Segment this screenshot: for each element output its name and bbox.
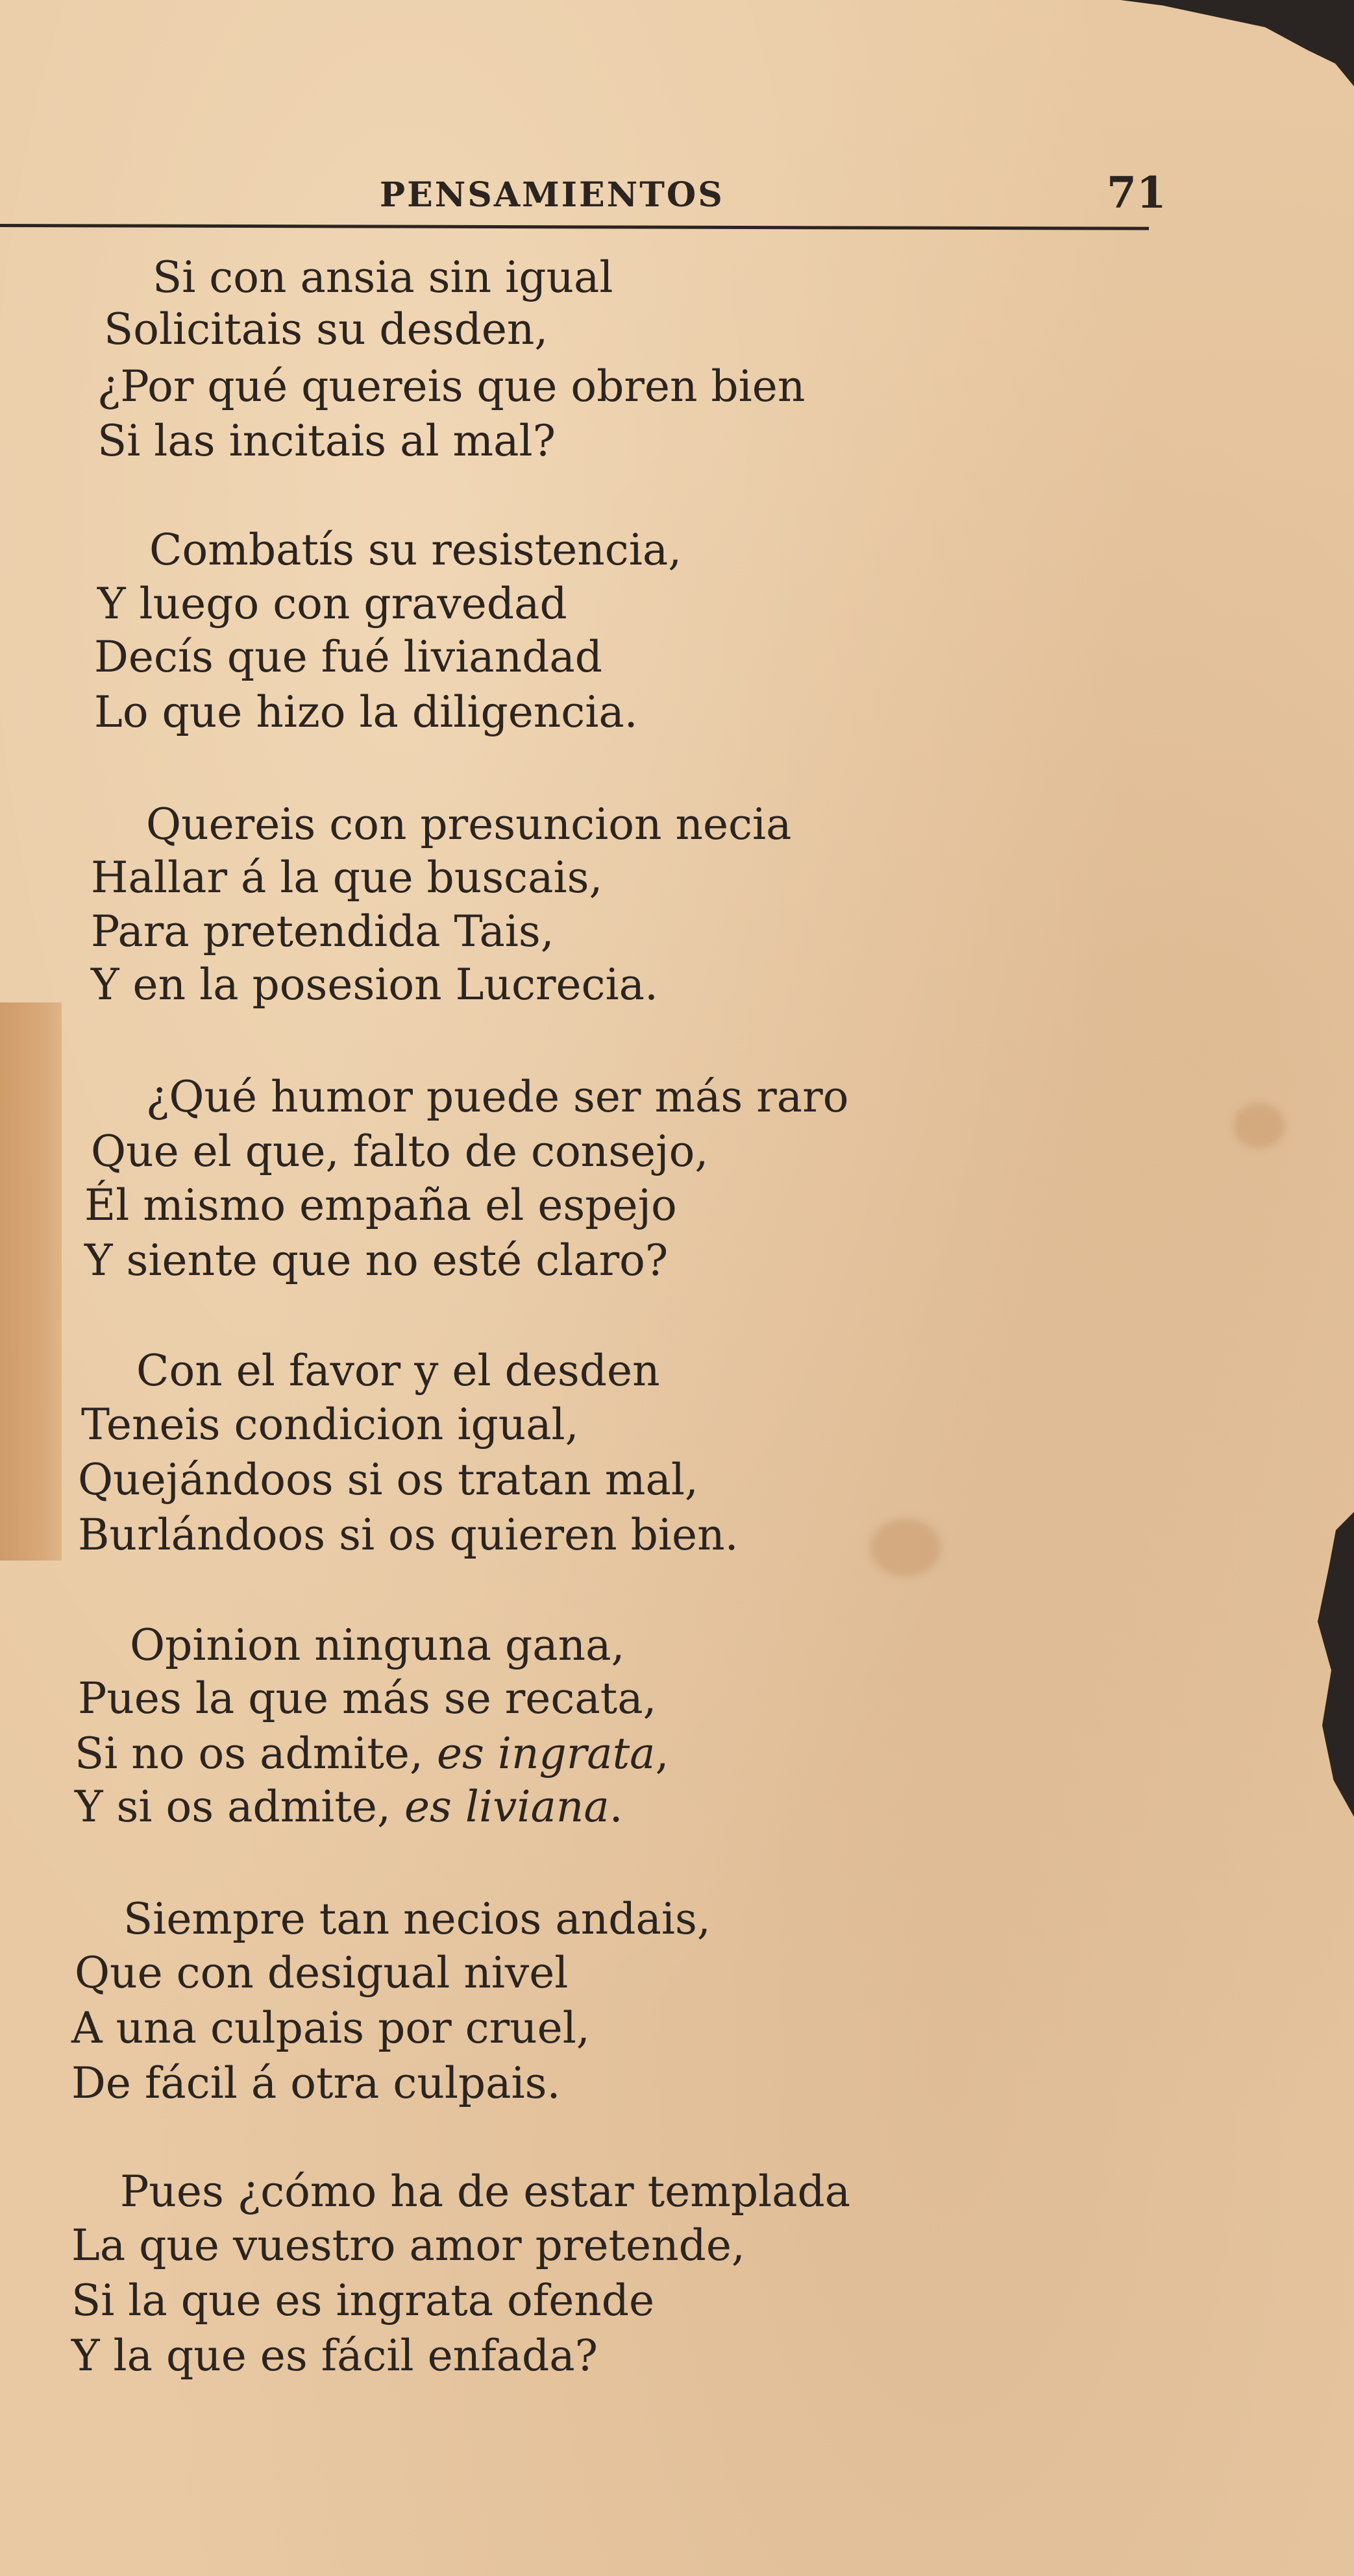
poem-line: Lo que hizo la diligencia. [94, 687, 638, 737]
poem-line [75, 1729, 669, 1779]
poem-line: Él mismo empaña el espejo [84, 1180, 677, 1230]
poem-line: Para pretendida Tais, [91, 906, 554, 956]
poem-line: Y luego con gravedad [97, 579, 567, 629]
poem-line: ¿Qué humor puede ser más raro [146, 1072, 849, 1122]
italic-phrase: es liviana [404, 1782, 609, 1832]
poem-line [75, 1782, 623, 1832]
poem-line: Y siente que no esté claro? [84, 1235, 669, 1285]
poem-line: Si las incitais al mal? [97, 416, 556, 466]
poem-line: Si con ansia sin igual [153, 252, 613, 302]
poem-line: La que vuestro amor pretende, [71, 2220, 745, 2270]
poem-line: Pues ¿cómo ha de estar templada [120, 2167, 851, 2217]
poem-line: Solicitais su desden, [104, 304, 548, 354]
poem-line: A una culpais por cruel, [71, 2003, 590, 2053]
poem-line: Teneis condicion igual, [81, 1400, 579, 1450]
poem-line: Quereis con presuncion necia [146, 799, 792, 849]
poem-line: Combatís su resistencia, [149, 525, 682, 575]
poem-line: Siempre tan necios andais, [123, 1894, 711, 1944]
line-text: Si no os admite, [75, 1729, 437, 1779]
poem-line: Hallar á la que buscais, [91, 853, 603, 903]
running-head-title: PENSAMIENTOS [380, 175, 724, 215]
poem-line: Que con desigual nivel [75, 1948, 569, 1998]
poem-line: Decís que fué liviandad [94, 632, 602, 682]
line-text: Y si os admite, [75, 1782, 404, 1832]
poem-line: De fácil á otra culpais. [71, 2058, 561, 2108]
line-text: . [609, 1782, 623, 1832]
page-number: 71 [1107, 167, 1166, 218]
poem-line: Si la que es ingrata ofende [71, 2276, 655, 2326]
poem-line: Y la que es fácil enfada? [71, 2331, 598, 2381]
poem-line: Y en la posesion Lucrecia. [91, 960, 658, 1010]
poem-line: Que el que, falto de consejo, [91, 1126, 709, 1176]
poem-line: Quejándoos si os tratan mal, [78, 1455, 698, 1505]
poem-line: Opinion ninguna gana, [130, 1620, 625, 1670]
poem-line: Pues la que más se recata, [78, 1673, 657, 1723]
italic-phrase: es ingrata [436, 1729, 656, 1779]
line-text: , [655, 1729, 669, 1779]
poem-line: Con el favor y el desden [136, 1346, 660, 1396]
poem-line: ¿Por qué quereis que obren bien [97, 361, 806, 411]
poem-line: Burlándoos si os quieren bien. [78, 1510, 739, 1560]
